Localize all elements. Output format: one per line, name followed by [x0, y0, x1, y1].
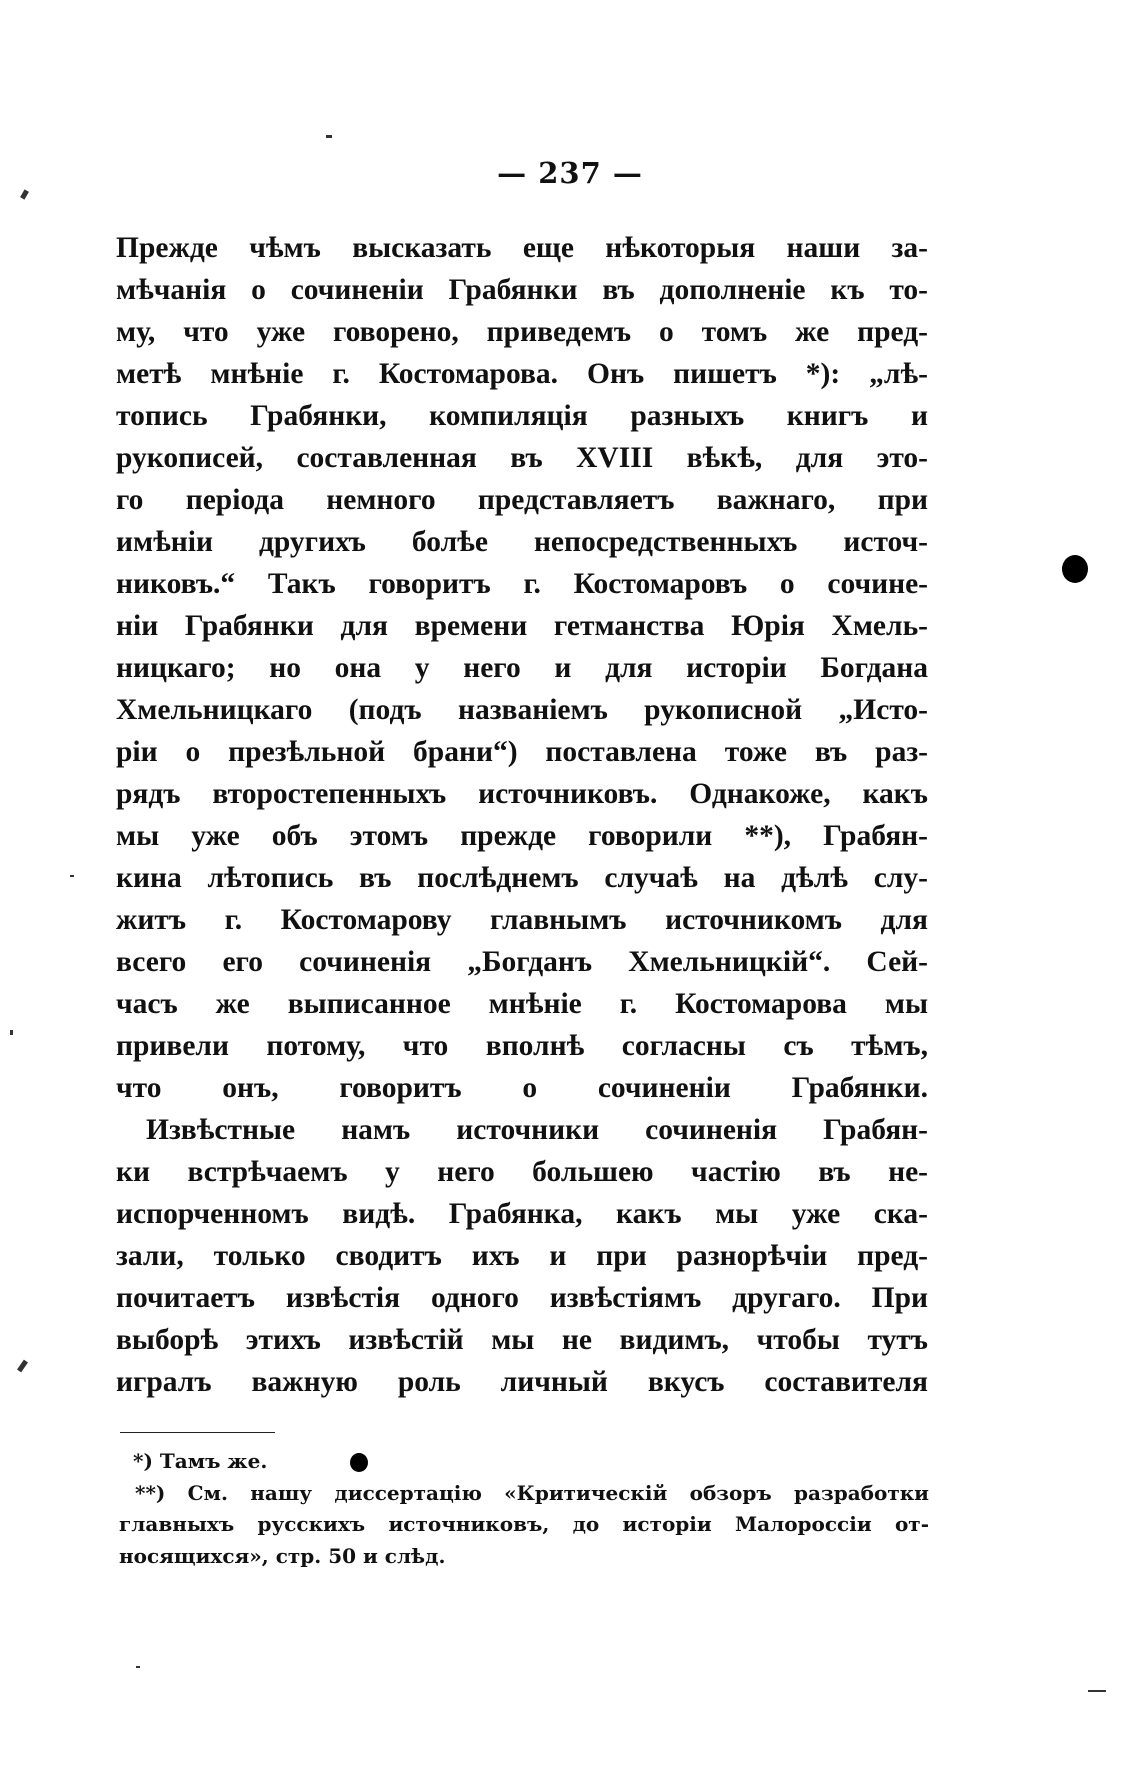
body-line: мѣчанія о сочиненіи Грабянки въ дополненіе къ то- — [116, 274, 928, 306]
page-number: — 237 — — [497, 156, 643, 190]
footnotes — [119, 1446, 929, 1572]
body-line: Хмельницкаго (подъ названіемъ рукописной „Исто- — [116, 694, 928, 726]
body-line: ницкаго; но она у него и для исторіи Богдана — [116, 652, 928, 684]
speck-mark — [10, 1030, 13, 1035]
speck-mark — [136, 1666, 140, 1668]
body-line: мы уже объ этомъ прежде говорили **), Грабян- — [116, 820, 928, 852]
body-text — [116, 227, 928, 1403]
speck-mark — [70, 875, 74, 877]
body-line: почитаетъ извѣстія одного извѣстіямъ другаго. При — [116, 1282, 928, 1314]
footnote-line: главныхъ русскихъ источниковъ, до исторіи Малороссіи от- — [119, 1512, 929, 1536]
body-line: рядъ второстепенныхъ источниковъ. Однакоже, какъ — [116, 778, 928, 810]
speck-mark — [326, 135, 332, 138]
footnote-line: *) Тамъ же. — [133, 1449, 268, 1473]
body-line: зали, только сводитъ ихъ и при разнорѣчіи пред- — [116, 1240, 928, 1272]
body-line: часъ же выписанное мнѣніе г. Костомарова мы — [116, 988, 928, 1020]
body-line: ріи о презѣльной брани“) поставлена тоже въ раз- — [116, 736, 928, 768]
body-line: привели потому, что вполнѣ согласны съ тѣмъ, — [116, 1030, 928, 1062]
body-line: ки встрѣчаемъ у него большею частію въ не- — [116, 1156, 928, 1188]
body-line: ніи Грабянки для времени гетманства Юрія Хмель- — [116, 610, 928, 642]
speck-mark — [1088, 1690, 1106, 1692]
footnote-line: **) См. нашу диссертацію «Критическій обзоръ разработки — [135, 1480, 929, 1505]
body-line: игралъ важную роль личный вкусъ составителя — [116, 1366, 928, 1398]
body-line: имѣніи другихъ болѣе непосредственныхъ источ- — [116, 526, 928, 558]
body-line: му, что уже говорено, приведемъ о томъ же пред- — [116, 316, 928, 348]
body-line: рукописей, составленная въ XVIII вѣкѣ, для это- — [116, 442, 928, 474]
body-line: житъ г. Костомарову главнымъ источникомъ для — [116, 904, 928, 936]
ink-dot-right-margin — [1062, 555, 1088, 583]
body-line: Прежде чѣмъ высказать еще нѣкоторыя наши за- — [116, 232, 928, 264]
body-line: испорченномъ видѣ. Грабянка, какъ мы уже ска- — [116, 1198, 928, 1230]
footnote-line: носящихся», стр. 50 и слѣд. — [119, 1543, 446, 1568]
body-line: что онъ, говоритъ о сочиненіи Грабянки. — [116, 1072, 928, 1104]
body-line: метѣ мнѣніе г. Костомарова. Онъ пишетъ *): „лѣ- — [116, 358, 928, 390]
body-line: го періода немного представляетъ важнаго, при — [116, 484, 928, 516]
body-line: выборѣ этихъ извѣстій мы не видимъ, чтобы тутъ — [116, 1324, 928, 1356]
ink-dot-footnote — [350, 1453, 368, 1472]
body-line: всего его сочиненія „Богданъ Хмельницкій“. Сей- — [116, 946, 928, 978]
footnote-rule — [120, 1432, 275, 1433]
body-line: никовъ.“ Такъ говоритъ г. Костомаровъ о сочине- — [116, 568, 928, 600]
speck-mark — [17, 1360, 28, 1373]
body-line: топись Грабянки, компиляція разныхъ книгъ и — [116, 400, 928, 432]
body-line: Извѣстные намъ источники сочиненія Грабян- — [146, 1114, 928, 1146]
body-line: кина лѣтопись въ послѣднемъ случаѣ на дѣлѣ слу- — [116, 862, 928, 894]
